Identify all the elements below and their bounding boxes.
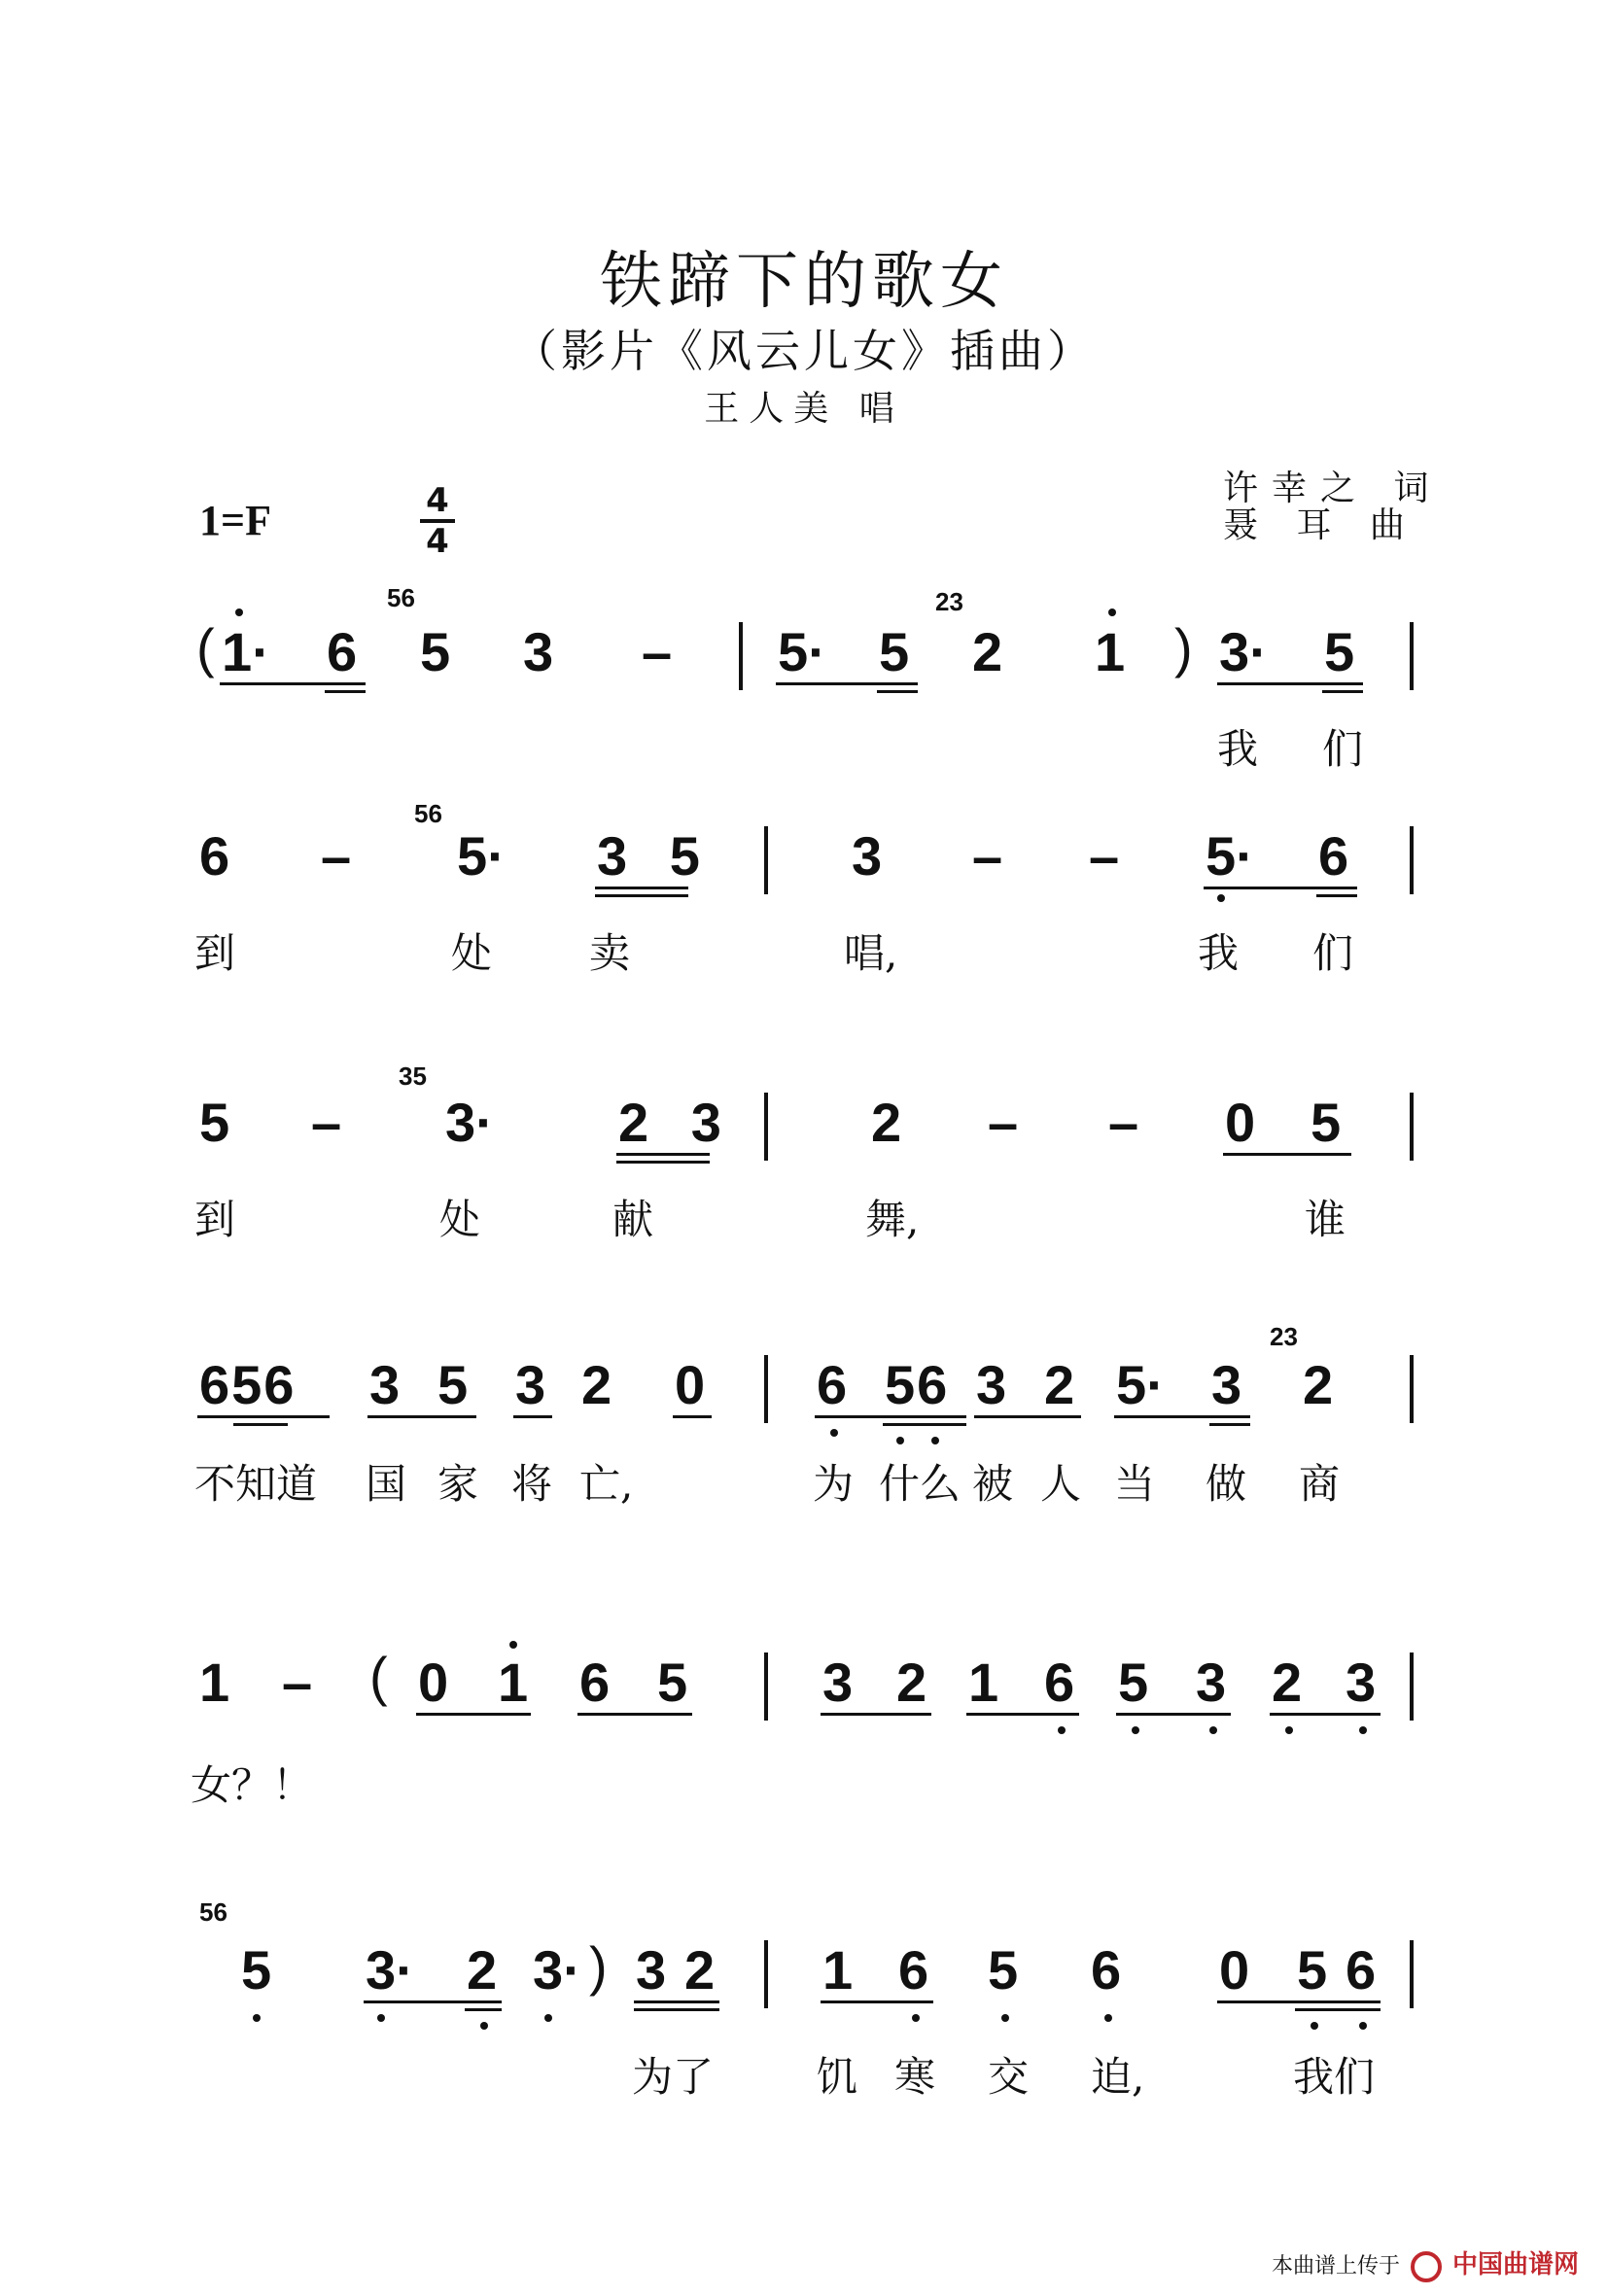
note: 2 [684,1939,716,2000]
lyric: 被 [972,1460,1014,1508]
note: 1 [822,1939,854,2000]
note: 5· [778,621,826,682]
dash: – [311,1092,342,1153]
lyric: 到 [194,929,236,977]
note: 5 [241,1939,272,2000]
note-group: 3 5 [597,825,714,887]
note: 6 [579,1652,611,1713]
note: 1 [199,1652,230,1713]
note: 1 [968,1652,999,1713]
lyric: 国 [366,1460,407,1508]
note: 5· [1116,1354,1165,1415]
note: 2 [1303,1354,1334,1415]
lyric: 我 [1217,725,1259,773]
note: 3 [1346,1652,1377,1713]
lyric: 女？！ [191,1761,314,1809]
site-logo-icon [1411,2251,1442,2282]
note: 2 [467,1939,498,2000]
note: 0 [1219,1939,1250,2000]
note: 5 [199,1092,230,1153]
note: 2 [1044,1354,1075,1415]
note: 6 [898,1939,929,2000]
note: 0 [1225,1092,1256,1153]
site-brand: 中国曲谱网 [1451,2250,1579,2279]
note: 5 [1297,1939,1328,2000]
dash: – [1108,1092,1139,1153]
note: 3 [636,1939,667,2000]
note: 5· [457,825,506,887]
note: 6 [199,825,230,887]
lyric: 们 [1312,929,1354,977]
lyric: 家 [437,1460,479,1508]
note: 6 [1091,1939,1122,2000]
note-group: 2 3 [618,1092,735,1153]
dash: – [642,621,673,682]
paren-close: ) [1174,617,1193,678]
paren-open: ( [369,1646,388,1707]
note: 5 [1311,1092,1342,1153]
note: 3· [533,1939,581,2000]
page-subtitle: （影片《风云儿女》插曲） [512,325,1096,377]
key-signature: 1=F [199,497,271,544]
note: 6 [1044,1652,1075,1713]
time-signature [420,481,455,561]
lyric: 们 [1322,725,1364,773]
note: 2 [896,1652,927,1713]
note: 3· [366,1939,414,2000]
lyric: 寒 [894,2053,936,2101]
grace-note: 56 [387,583,415,612]
lyricist-credit: 许幸之 词 [1223,469,1443,508]
page-title: 铁蹄下的歌女 [600,246,1008,318]
note: 0 [675,1354,706,1415]
performer: 王人美 唱 [704,389,904,429]
paren-open: ( [196,617,215,678]
grace-note: 56 [414,799,442,828]
lyric: 为了 [632,2053,715,2101]
lyric: 商 [1299,1460,1341,1508]
lyric: 处 [451,929,493,977]
note: 5· [1206,825,1254,887]
note: 5 [988,1939,1019,2000]
note: 3 [523,621,554,682]
note: 5 [420,621,451,682]
note: 0 [418,1652,449,1713]
grace-note: 23 [935,587,963,616]
note: 3· [1219,621,1268,682]
note: 2 [581,1354,612,1415]
lyric: 处 [439,1196,481,1243]
note: 1· [222,621,270,682]
note: 1 [1095,621,1126,682]
note: 3 [852,825,883,887]
note: 3 [822,1652,854,1713]
lyric: 卖 [589,929,631,977]
dash: – [321,825,352,887]
meter-bottom: 4 [426,522,449,561]
lyric: 交 [988,2053,1030,2101]
lyric: 做 [1206,1460,1247,1508]
note: 3 [976,1354,1007,1415]
site-watermark [1272,2244,1579,2282]
lyric: 为 [813,1460,855,1508]
note: 3 [369,1354,401,1415]
lyric: 献 [612,1196,654,1243]
note: 5 [1324,621,1355,682]
grace-note: 56 [199,1897,227,1927]
meter-top: 4 [426,481,449,520]
note: 5 [657,1652,688,1713]
lyric: 人 [1040,1460,1082,1508]
lyric: 迫, [1091,2053,1145,2101]
note: 3· [445,1092,494,1153]
paren-close: ) [589,1935,608,1997]
watermark-prefix: 本曲谱上传于 [1271,2254,1400,2279]
lyric: 唱, [844,929,898,977]
grace-note: 23 [1270,1322,1298,1351]
lyric: 饥 [817,2053,858,2101]
note: 2 [1272,1652,1303,1713]
note: 1 [498,1652,529,1713]
note: 6 [1318,825,1349,887]
note: 6 [817,1354,848,1415]
dash: – [988,1092,1019,1153]
dash: – [972,825,1003,887]
note: 5 [437,1354,469,1415]
note: 3 [1196,1652,1227,1713]
lyric: 谁 [1305,1196,1346,1243]
note: 2 [871,1092,902,1153]
lyric: 当 [1114,1460,1156,1508]
dash: – [1089,825,1120,887]
lyric: 不知道 [194,1460,318,1508]
note: 2 [972,621,1003,682]
lyric: 亡, [579,1460,634,1508]
lyric: 什么 [879,1460,961,1508]
dash: – [282,1652,313,1713]
lyric: 将 [511,1460,553,1508]
composer-credit: 聂 耳 曲 [1223,505,1418,545]
grace-note: 35 [399,1061,427,1091]
note-group: 656 [199,1354,297,1415]
note: 6 [327,621,358,682]
note: 5 [1118,1652,1149,1713]
note: 3 [1211,1354,1242,1415]
note: 6 [1346,1939,1377,2000]
lyric: 我 [1198,929,1240,977]
note: 3 [515,1354,546,1415]
note-group: 56 [885,1354,950,1415]
lyric: 到 [194,1196,236,1243]
lyric: 我们 [1293,2053,1376,2101]
note: 5 [879,621,910,682]
lyric: 舞, [865,1196,920,1243]
